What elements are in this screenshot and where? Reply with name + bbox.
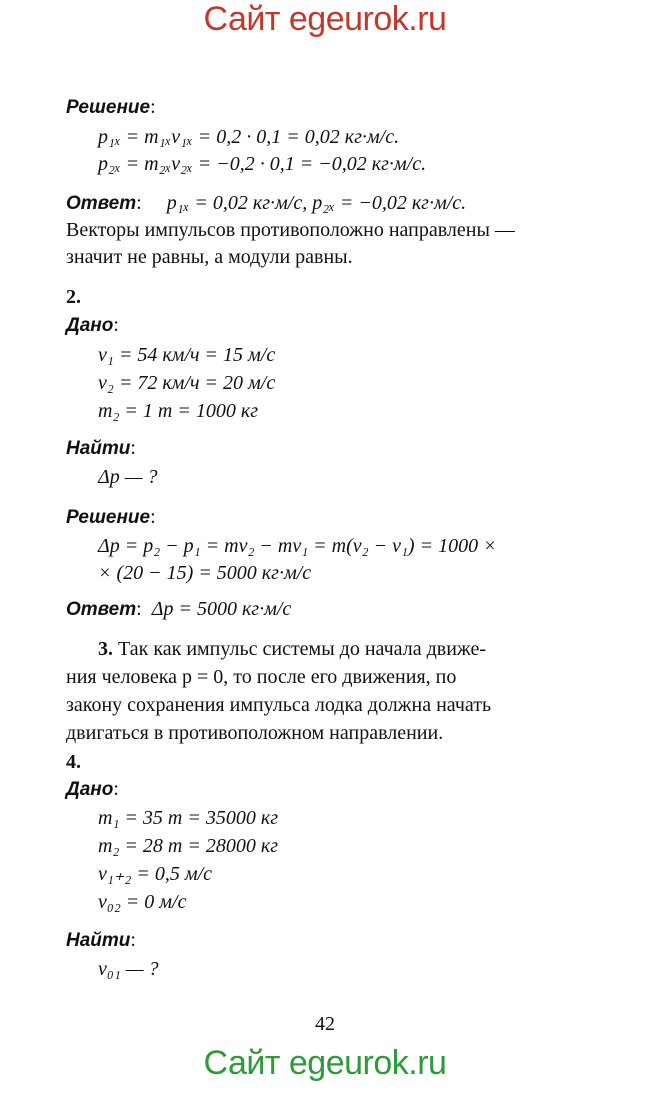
answer-continuation: значит не равны, а модули равны. (66, 246, 353, 268)
given-line: v₁ = 54 км/ч = 15 м/с (98, 344, 276, 366)
find-line: Δp — ? (98, 466, 158, 488)
find-label-row: Найти: (66, 437, 136, 459)
answer-row: Ответ: Δp = 5000 кг·м/с (66, 598, 292, 620)
problem-text-line: ния человека p = 0, то после его движения, по (66, 666, 457, 688)
find-label-row: Найти: (66, 929, 136, 951)
problem-text-line: двигаться в противоположном направлении. (66, 722, 444, 744)
solution-label: Решение (66, 97, 151, 118)
answer-label: Ответ (66, 599, 137, 620)
watermark-bottom: Сайт egeurok.ru (203, 1044, 447, 1082)
problem-text-line: закону сохранения импульса лодка должна начать (66, 694, 492, 716)
solution-label-row: Решение: (66, 96, 156, 118)
solution-label: Решение (66, 507, 151, 528)
find-label: Найти (66, 438, 131, 459)
solution-line: p₂ₓ = m₂ₓv₂ₓ = −0,2 · 0,1 = −0,02 кг·м/с. (98, 153, 427, 175)
watermark-top: Сайт egeurok.ru (203, 0, 447, 38)
find-label: Найти (66, 930, 131, 951)
given-label: Дано (66, 779, 114, 800)
answer-label: Ответ (66, 193, 137, 214)
given-label-row: Дано: (66, 778, 119, 800)
problem-number: 3. (98, 638, 113, 660)
given-line: v₂ = 72 км/ч = 20 м/с (98, 372, 276, 394)
page-number: 42 (315, 1013, 335, 1035)
given-line: v₁₊₂ = 0,5 м/с (98, 863, 213, 885)
answer-row: Ответ: p₁ₓ = 0,02 кг·м/с, p₂ₓ = −0,02 кг·м/с. (66, 192, 467, 214)
find-line: v₀₁ — ? (98, 958, 159, 980)
given-label: Дано (66, 315, 114, 336)
answer-continuation: Векторы импульсов противоположно направлены — (66, 219, 515, 241)
solution-label-row: Решение: (66, 506, 156, 528)
problem-text-line: Так как импульс системы до начала движе- (118, 638, 486, 660)
answer-text: Δp = 5000 кг·м/с (151, 598, 292, 620)
problem-number: 2. (66, 286, 81, 308)
solution-line: × (20 − 15) = 5000 кг·м/с (98, 562, 312, 584)
answer-text: p₁ₓ = 0,02 кг·м/с, p₂ₓ = −0,02 кг·м/с. (166, 192, 467, 214)
solution-line: Δp = p₂ − p₁ = mv₂ − mv₁ = m(v₂ − v₁) = 1000 × (98, 535, 497, 557)
given-line: v₀₂ = 0 м/с (98, 891, 187, 913)
given-line: m₂ = 1 т = 1000 кг (98, 400, 258, 422)
given-label-row: Дано: (66, 314, 119, 336)
problem-number: 4. (66, 751, 81, 773)
problem-3-first-line (98, 636, 486, 662)
solution-line: p₁ₓ = m₁ₓv₁ₓ = 0,2 · 0,1 = 0,02 кг·м/с. (98, 126, 400, 148)
given-line: m₂ = 28 т = 28000 кг (98, 835, 278, 857)
given-line: m₁ = 35 т = 35000 кг (98, 807, 278, 829)
